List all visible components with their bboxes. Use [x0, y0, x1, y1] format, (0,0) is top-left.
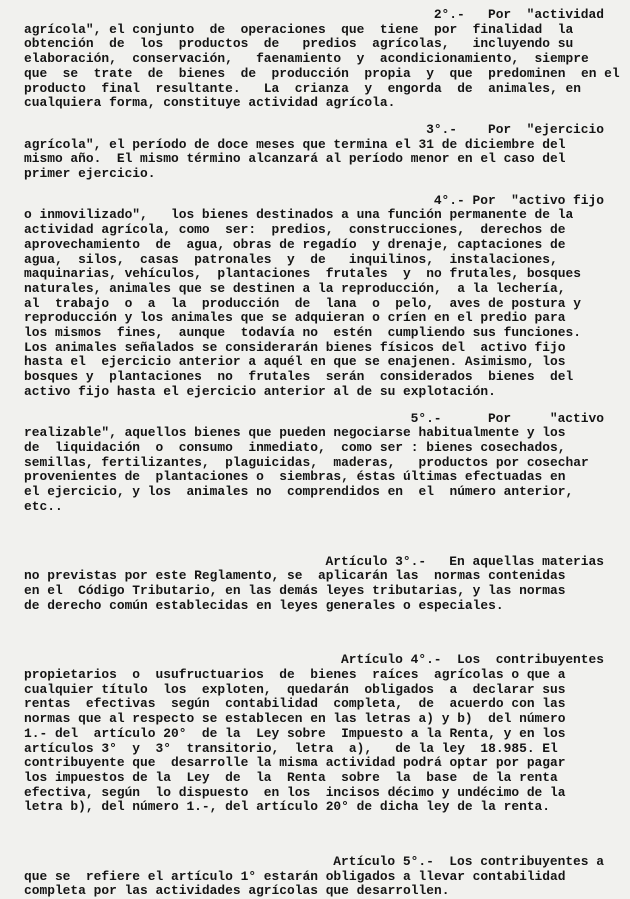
text-line: realizable", aquellos bienes que pueden negociarse habitualmente y los [24, 425, 566, 441]
text-line: elaboración, conservación, faenamiento y acondicionamiento, siempre [24, 51, 589, 67]
definition-actividad-agricola [24, 7, 620, 111]
paragraph-heading: 2°.- Por "actividad [433, 7, 604, 22]
articulo-5 [24, 855, 612, 899]
text-line: primer ejercicio. [24, 166, 156, 182]
text-line: que se refiere el artículo 1° estarán obligados a llevar contabilidad [24, 868, 566, 884]
text-line: contribuyente que desarrolle la misma actividad podrá optar por pagar [24, 755, 566, 771]
text-line: naturales, animales que se destinen a la reproducción, a la lechería, [24, 280, 566, 296]
text-line: reproducción y los animales que se adquieran o críen en el predio para [24, 310, 566, 326]
text-line: agrícola", el conjunto de operaciones que tiene por finalidad la [24, 21, 574, 37]
article-heading: Artículo 3°.- En aquellas materias [325, 553, 604, 569]
text-line: activo fijo hasta el ejercicio anterior al de su explotación. [24, 383, 496, 399]
text-line: bosques y plantaciones no frutales serán considerados bienes del [24, 369, 574, 385]
text-line: al trabajo o a la producción de lana o pelo, aves de postura y [24, 295, 581, 311]
paragraph-heading: 3°.- Por "ejercicio [426, 121, 604, 137]
article-heading: Artículo 5°.- Los contribuyentes a [333, 854, 604, 870]
text-line: etc.. [24, 498, 63, 514]
text-line: agrícola", el período de doce meses que termina el 31 de diciembre del [24, 136, 566, 152]
text-line: producto final resultante. La crianza y engorda de animales, en [24, 80, 581, 96]
text-line: mismo año. El mismo término alcanzará al período menor en el caso del [24, 151, 566, 167]
text-line: de derecho común establecidas en leyes generales o especiales. [24, 597, 504, 613]
text-line: obtención de los productos de predios agrícolas, incluyendo su [24, 36, 574, 52]
text-line: maquinarias, vehículos, plantaciones frutales y no frutales, bosques [24, 266, 581, 282]
text-line: cualquiera forma, constituye actividad agrícola. [24, 95, 396, 111]
definition-ejercicio-agricola [24, 123, 612, 182]
definition-activo-realizable [24, 412, 612, 515]
text-line: que se trate de bienes de producción propia y que predominen en el [24, 65, 620, 81]
text-line: artículos 3° y 3° transitorio, letra a), de la ley 18.985. El [24, 740, 558, 756]
text-line: normas que al respecto se establecen en las letras a) y b) del número [24, 711, 566, 727]
text-line: actividad agrícola, como ser: predios, construcciones, derechos de [24, 222, 566, 238]
text-line: aprovechamiento de agua, obras de regadío y drenaje, captaciones de [24, 236, 566, 252]
text-line: 1.- del artículo 20° de la Ley sobre Impuesto a la Renta, y en los [24, 725, 566, 741]
text-line: agua, silos, casas patronales y de inquilinos, instalaciones, [24, 251, 558, 267]
text-line: o inmovilizado", los bienes destinados a una función permanente de la [24, 207, 574, 223]
paragraph-heading: 5°.- Por "activo [410, 410, 604, 426]
definition-activo-fijo [24, 194, 612, 400]
text-line: semillas, fertilizantes, plaguicidas, maderas, productos por cosechar [24, 454, 589, 470]
text-line: no previstas por este Reglamento, se aplicarán las normas contenidas [24, 568, 566, 584]
text-line: completa por las actividades agrícolas que desarrollen. [24, 883, 450, 899]
text-line: el ejercicio, y los animales no comprendidos en el número anterior, [24, 484, 574, 500]
text-line: provenientes de plantaciones o siembras, éstas últimas efectuadas en [24, 469, 566, 485]
text-line: los mismos fines, aunque todavía no estén cumpliendo sus funciones. [24, 325, 581, 341]
text-line: hasta el ejercicio anterior a aquél en que se enajenen. Asimismo, los [24, 354, 566, 370]
paragraph-heading: 4°.- Por "activo fijo [433, 192, 604, 208]
text-line: cualquier título los exploten, quedarán obligados a declarar sus [24, 681, 566, 697]
articulo-3 [24, 555, 612, 614]
text-line: en el Código Tributario, en las demás leyes tributarias, y las normas [24, 582, 566, 598]
text-line: propietarios o usufructuarios de bienes raíces agrícolas o que a [24, 667, 566, 683]
article-heading: Artículo 4°.- Los contribuyentes [340, 652, 604, 668]
text-line: rentas efectivas según contabilidad completa, de acuerdo con las [24, 696, 566, 712]
text-line: letra b), del número 1.-, del artículo 20° de dicha ley de la renta. [24, 799, 551, 815]
text-line: los impuestos de la Ley de la Renta sobre la base de la renta [24, 769, 558, 785]
text-line: efectiva, según lo dispuesto en los incisos décimo y undécimo de la [24, 784, 566, 800]
text-line: de liquidación o consumo inmediato, como ser : bienes cosechados, [24, 439, 566, 455]
text-line: Los animales señalados se considerarán bienes físicos del activo fijo [24, 339, 566, 355]
articulo-4 [24, 653, 612, 815]
